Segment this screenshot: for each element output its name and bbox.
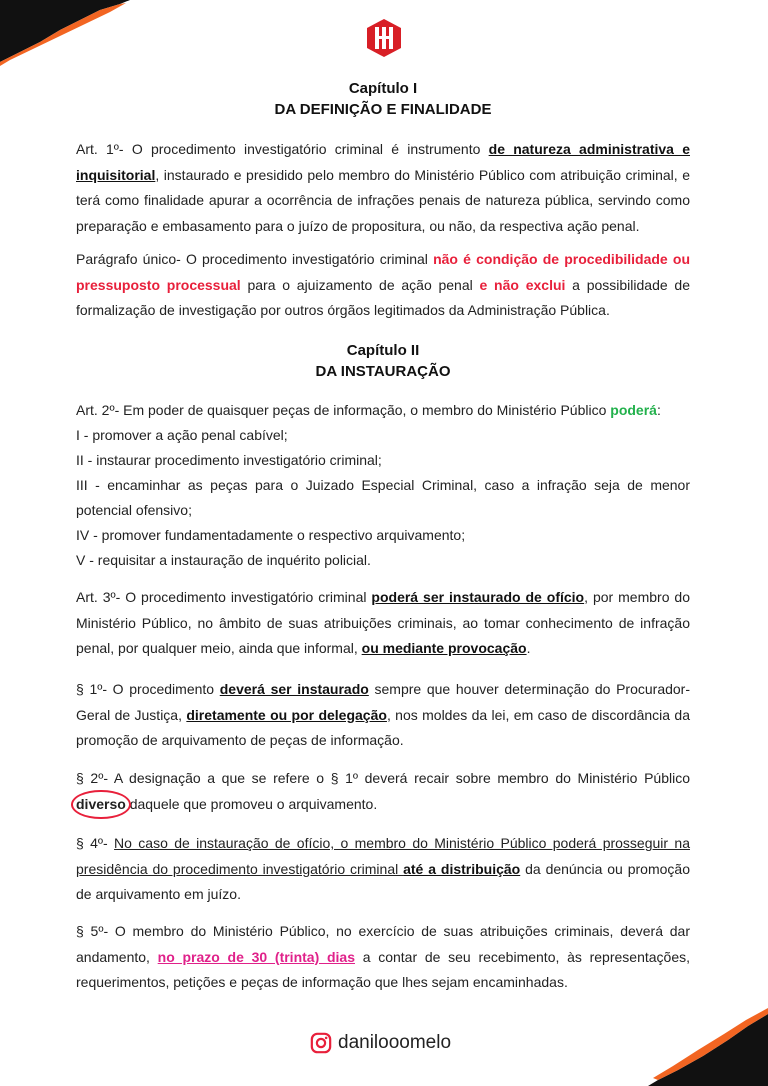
article-2-item-5: V - requisitar a instauração de inquérito policial. (76, 552, 371, 568)
instagram-icon (310, 1032, 332, 1054)
brand-logo-icon (364, 18, 404, 58)
chapter2-title: Capítulo II (346, 342, 420, 359)
article-3: Art. 3º- O procedimento investigatório criminal poderá ser instaurado de ofício, por membro do Ministério Público, no âmbito de suas atribuições criminais, ao tomar conhecimento de infração penal, por qualquer meio, ainda que informal, ou mediante provocação. (76, 589, 690, 656)
article-2-item-4: IV - promover fundamentadamente o respectivo arquivamento; (76, 527, 466, 543)
article-2-item-3a: III - encaminhar as peças para o Juizado Especial Criminal, caso a infração seja de menor (76, 477, 690, 493)
circled-word: diverso (76, 792, 126, 818)
chapter2-subtitle: DA INSTAURAÇÃO (315, 363, 451, 380)
paragraph-1: § 1º- O procedimento deverá ser instaurado sempre que houver determinação do Procurador-Geral de Justiça, diretamente ou por delegação, nos moldes da lei, em caso de discordância da promoção de arquivamento de peças de informação. (76, 681, 691, 748)
article-2-intro: Art. 2º- Em poder de quaisquer peças de informação, o membro do Ministério Público poderá: (76, 402, 661, 418)
article-2-item-3b: potencial ofensivo; (76, 502, 192, 518)
paragrafo-unico: Parágrafo único- O procedimento investigatório criminal não é condição de procedibilidade ou pressuposto processual para o ajuizamento de ação penal e não exclui a possibilidade de formalização de investigação por outros órgãos legitimados da Administração Pública. (76, 251, 690, 318)
chapter1-subtitle: DA DEFINIÇÃO E FINALIDADE (274, 101, 492, 118)
article-2-item-2: II - instaurar procedimento investigatório criminal; (76, 452, 382, 468)
paragraph-5: § 5º- O membro do Ministério Público, no exercício de suas atribuições criminais, deverá dar andamento, no prazo de 30 (trinta) dias a contar de seu recebimento, às representações, requerimentos, petições e peças de informação que lhes sejam encaminhadas. (76, 923, 690, 990)
paragraph-2: § 2º- A designação a que se refere o § 1º deverá recair sobre membro do Ministério Público diverso daquele que promoveu o arquivamento. (76, 766, 690, 817)
bottom-right-brush-decoration (648, 996, 768, 1086)
article-1: Art. 1º- O procedimento investigatório criminal é instrumento de natureza administrativa e inquisitorial, instaurado e presidido pelo membro do Ministério Público com atribuição criminal, e terá como finalidade apurar a ocorrência de infrações penais de natureza pública, servindo como preparação e embasamento para o juízo de propositura, ou não, da respectiva ação penal. (76, 141, 690, 234)
paragraph-4: § 4º- No caso de instauração de ofício, o membro do Ministério Público poderá prosseguir na presidência do procedimento investigatório criminal até a distribuição da denúncia ou promoção de arquivamento em juízo. (76, 835, 690, 902)
top-left-brush-decoration (0, 0, 130, 70)
chapter1-title: Capítulo I (348, 80, 418, 97)
footer-handle[interactable] (310, 1030, 451, 1056)
instagram-handle: danilooomelo (338, 1032, 452, 1053)
article-2-item-1: I - promover a ação penal cabível; (76, 427, 288, 443)
